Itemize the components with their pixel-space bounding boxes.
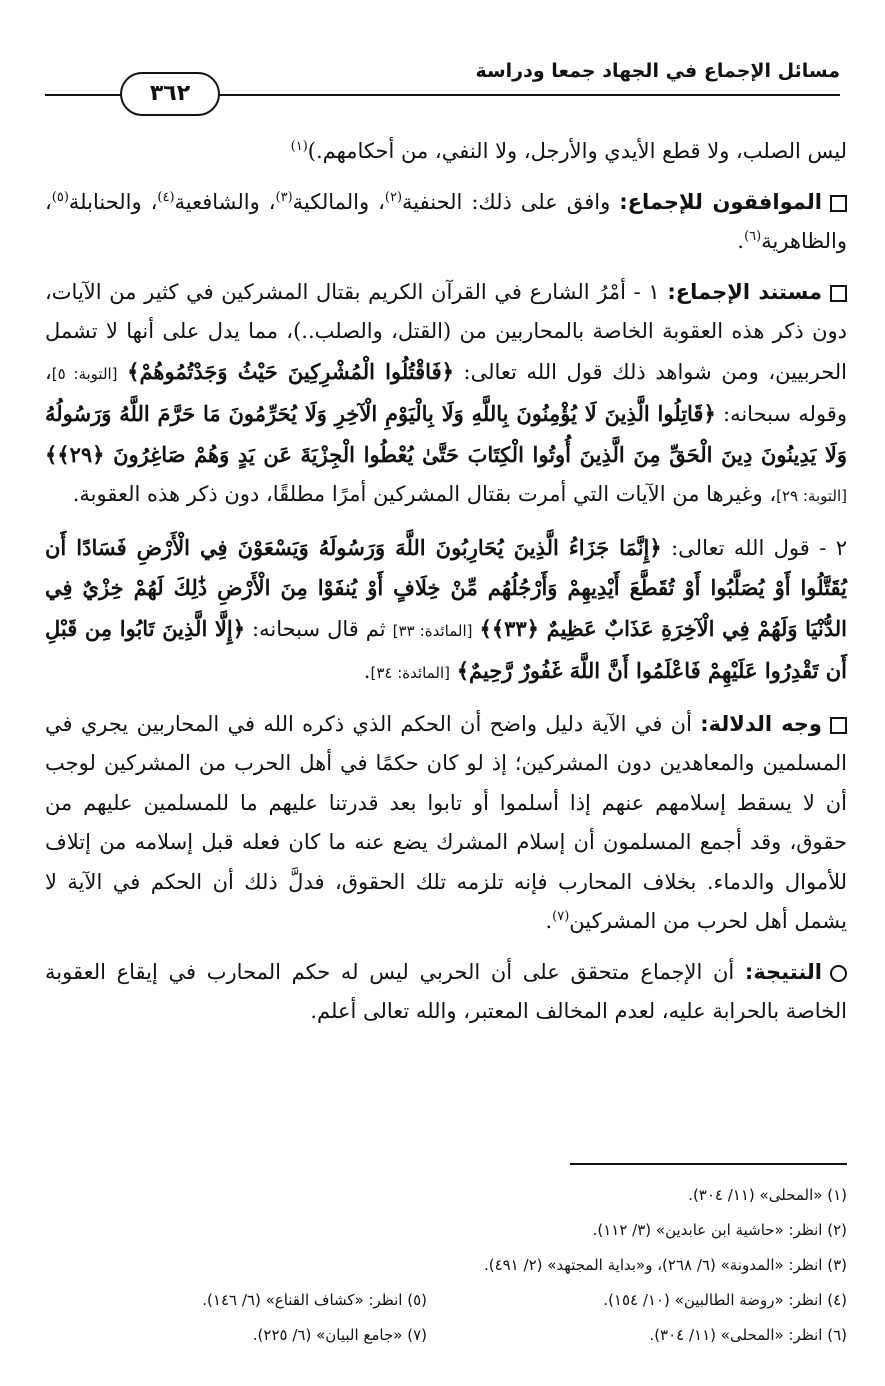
footnote-ref-1: (١) (290, 139, 308, 154)
footnote-ref-3: (٣) (275, 189, 293, 205)
quran-verse: ﴿إِنَّمَا جَزَاءُ الَّذِينَ يُحَارِبُونَ اللَّهَ وَرَسُولَهُ وَيَسْعَوْنَ فِي الْأَرْضِ فَسَادًا أَن يُقَتَّلُوا أَوْ يُصَلَّبُوا أَوْ تُقَطَّعَ أَيْدِيهِمْ وَأَرْجُلُهُم مِّنْ خِلَافٍ أَوْ يُنفَوْا مِنَ الْأَرْضِ ذَٰلِكَ لَهُمْ خِزْيٌ فِي الدُّنْيَا وَلَهُمْ فِي الْآخِرَةِ عَذَابٌ عَظِيمٌ ﴿٣٣﴾﴾ (45, 534, 847, 641)
footnote-3: (٣) انظر: «المدونة» (٦/ ٢٦٨)، و«بداية المجتهد» (٢/ ٤٩١). (483, 1256, 847, 1274)
verse-reference: [المائدة: ٣٤] (370, 664, 451, 682)
running-title: مسائل الإجماع في الجهاد جمعا ودراسة (475, 60, 840, 82)
square-bullet-icon (830, 285, 847, 302)
quran-verse: ﴿قَاتِلُوا الَّذِينَ لَا يُؤْمِنُونَ بِاللَّهِ وَلَا بِالْيَوْمِ الْآخِرِ وَلَا يُحَرِّمُونَ مَا حَرَّمَ اللَّهُ وَرَسُولُهُ وَلَا يَدِينُونَ دِينَ الْحَقِّ مِنَ الَّذِينَ أُوتُوا الْكِتَابَ حَتَّىٰ يُعْطُوا الْجِزْيَةَ عَن يَدٍ وَهُمْ صَاغِرُونَ ﴿٢٩﴾﴾ (45, 401, 847, 467)
paragraph-result (45, 953, 847, 1032)
text-run: ، والظاهرية (45, 189, 847, 253)
paragraph-1-text: ليس الصلب، ولا قطع الأيدي والأرجل، ولا النفي، من أحكامهم.) (307, 139, 847, 163)
text-run: . (363, 659, 371, 683)
footnote-separator (570, 1163, 847, 1165)
footnote-5: (٥) انظر: «كشاف القناع» (٦/ ١٤٦). (202, 1291, 427, 1309)
footnote-1: (١) «المحلى» (١١/ ٣٠٤). (688, 1186, 847, 1204)
text-run: ، والحنابلة (68, 189, 158, 214)
text-run: أن الإجماع متحقق على أن الحربي ليس له حكم المحارب في إيقاع العقوبة الخاصة بالحرابة عليه، لعدم المخالف المعتبر، والله تعالى أعلم. (45, 959, 847, 1023)
page-header (45, 50, 840, 110)
footnote-row (45, 1318, 847, 1353)
footnote-6: (٦) انظر: «المحلى» (١١/ ٣٠٤). (649, 1326, 847, 1344)
footnote-ref-2: (٢) (384, 189, 403, 205)
paragraph-indication (45, 705, 847, 942)
text-run: وافق على ذلك: الحنفية (402, 189, 611, 214)
footnote-2: (٢) انظر: «حاشية ابن عابدين» (٣/ ١١٢). (592, 1221, 847, 1239)
square-bullet-icon (830, 717, 847, 734)
footnotes (45, 1178, 847, 1353)
text-run: . (545, 909, 553, 933)
text-run: ثم قال سبحانه: (252, 616, 386, 641)
text-run: ، والشافعية (174, 189, 276, 214)
circle-bullet-icon (830, 965, 847, 982)
footnote-7: (٧) «جامع البيان» (٦/ ٢٢٥). (252, 1326, 427, 1344)
quran-verse: ﴿إِلَّا الَّذِينَ تَابُوا مِن قَبْلِ أَن تَقْدِرُوا عَلَيْهِمْ فَاعْلَمُوا أَنَّ اللَّهَ غَفُورٌ رَّحِيمٌ﴾ (45, 615, 847, 683)
paragraph-evidence-2 (45, 528, 847, 694)
main-text (45, 132, 847, 1043)
footnote-row (45, 1283, 847, 1318)
footnote-ref-5: (٥) (51, 189, 69, 205)
paragraph-evidence (45, 273, 847, 517)
text-run: ، والمالكية (292, 189, 385, 214)
verse-reference: [التوبة: ٥] (51, 364, 118, 383)
verse-reference: [المائدة: ٣٣] (392, 621, 473, 640)
section-label-result: النتيجة: (744, 959, 822, 984)
page-number-badge: ٣٦٢ (120, 72, 220, 116)
verse-reference: [التوبة: ٢٩] (776, 487, 847, 505)
section-label-evidence: مستند الإجماع: (667, 279, 822, 304)
square-bullet-icon (830, 195, 847, 212)
text-run: ٢ - قول الله تعالى: (671, 535, 847, 560)
footnote-ref-6: (٦) (744, 229, 762, 244)
paragraph-agreeing-scholars (45, 183, 847, 262)
footnote-ref-4: (٤) (157, 189, 175, 205)
text-run: ، وقوله سبحانه: (45, 359, 847, 426)
text-run: . (737, 229, 745, 253)
paragraph-1 (45, 132, 847, 172)
footnote-4: (٤) انظر: «روضة الطالبين» (١٠/ ١٥٤). (603, 1291, 847, 1309)
footnote-ref-7: (٧) (552, 909, 570, 924)
quran-verse: ﴿فَاقْتُلُوا الْمُشْرِكِينَ حَيْثُ وَجَدْتُمُوهُمْ﴾ (127, 358, 454, 384)
section-label-agreeing: الموافقون للإجماع: (619, 189, 822, 214)
text-run: أن في الآية دليل واضح أن الحكم الذي ذكره الله في المحاربين يجري في المسلمين والمعاهدين دون المشركين؛ إذ لو كان حكمًا في أهل الحرب من المشركين لوجب أن لا يسقط إسلامهم عنهم إذا أسلموا أو تابوا بعد قدرتنا عليهم ما للمسلمين عليهم من حقوق، وقد أجمع المسلمون أن إسلام المشرك يضع عنه ما كان فعله قبل إسلامه من إتلاف للأموال والدماء. بخلاف المحارب فإنه تلزمه تلك الحقوق، فدلَّ ذلك أن الحكم في الآية لا يشمل أهل لحرب من المشركين (45, 711, 847, 933)
section-label-indication: وجه الدلالة: (700, 711, 822, 736)
text-run: ، وغيرها من الآيات التي أمرت بقتال المشركين أمرًا مطلقًا، دون ذكر هذه العقوبة. (72, 482, 777, 506)
text-run: ١ - أمْرُ الشارع في القرآن الكريم بقتال المشركين في كثير من الآيات، دون ذكر هذه العقوبة الخاصة بالمحاربين من (القتل، والصلب..)، مما يدل على أنها لا تشمل الحربيين، ومن شواهد ذلك قول الله تعالى: (45, 279, 847, 384)
